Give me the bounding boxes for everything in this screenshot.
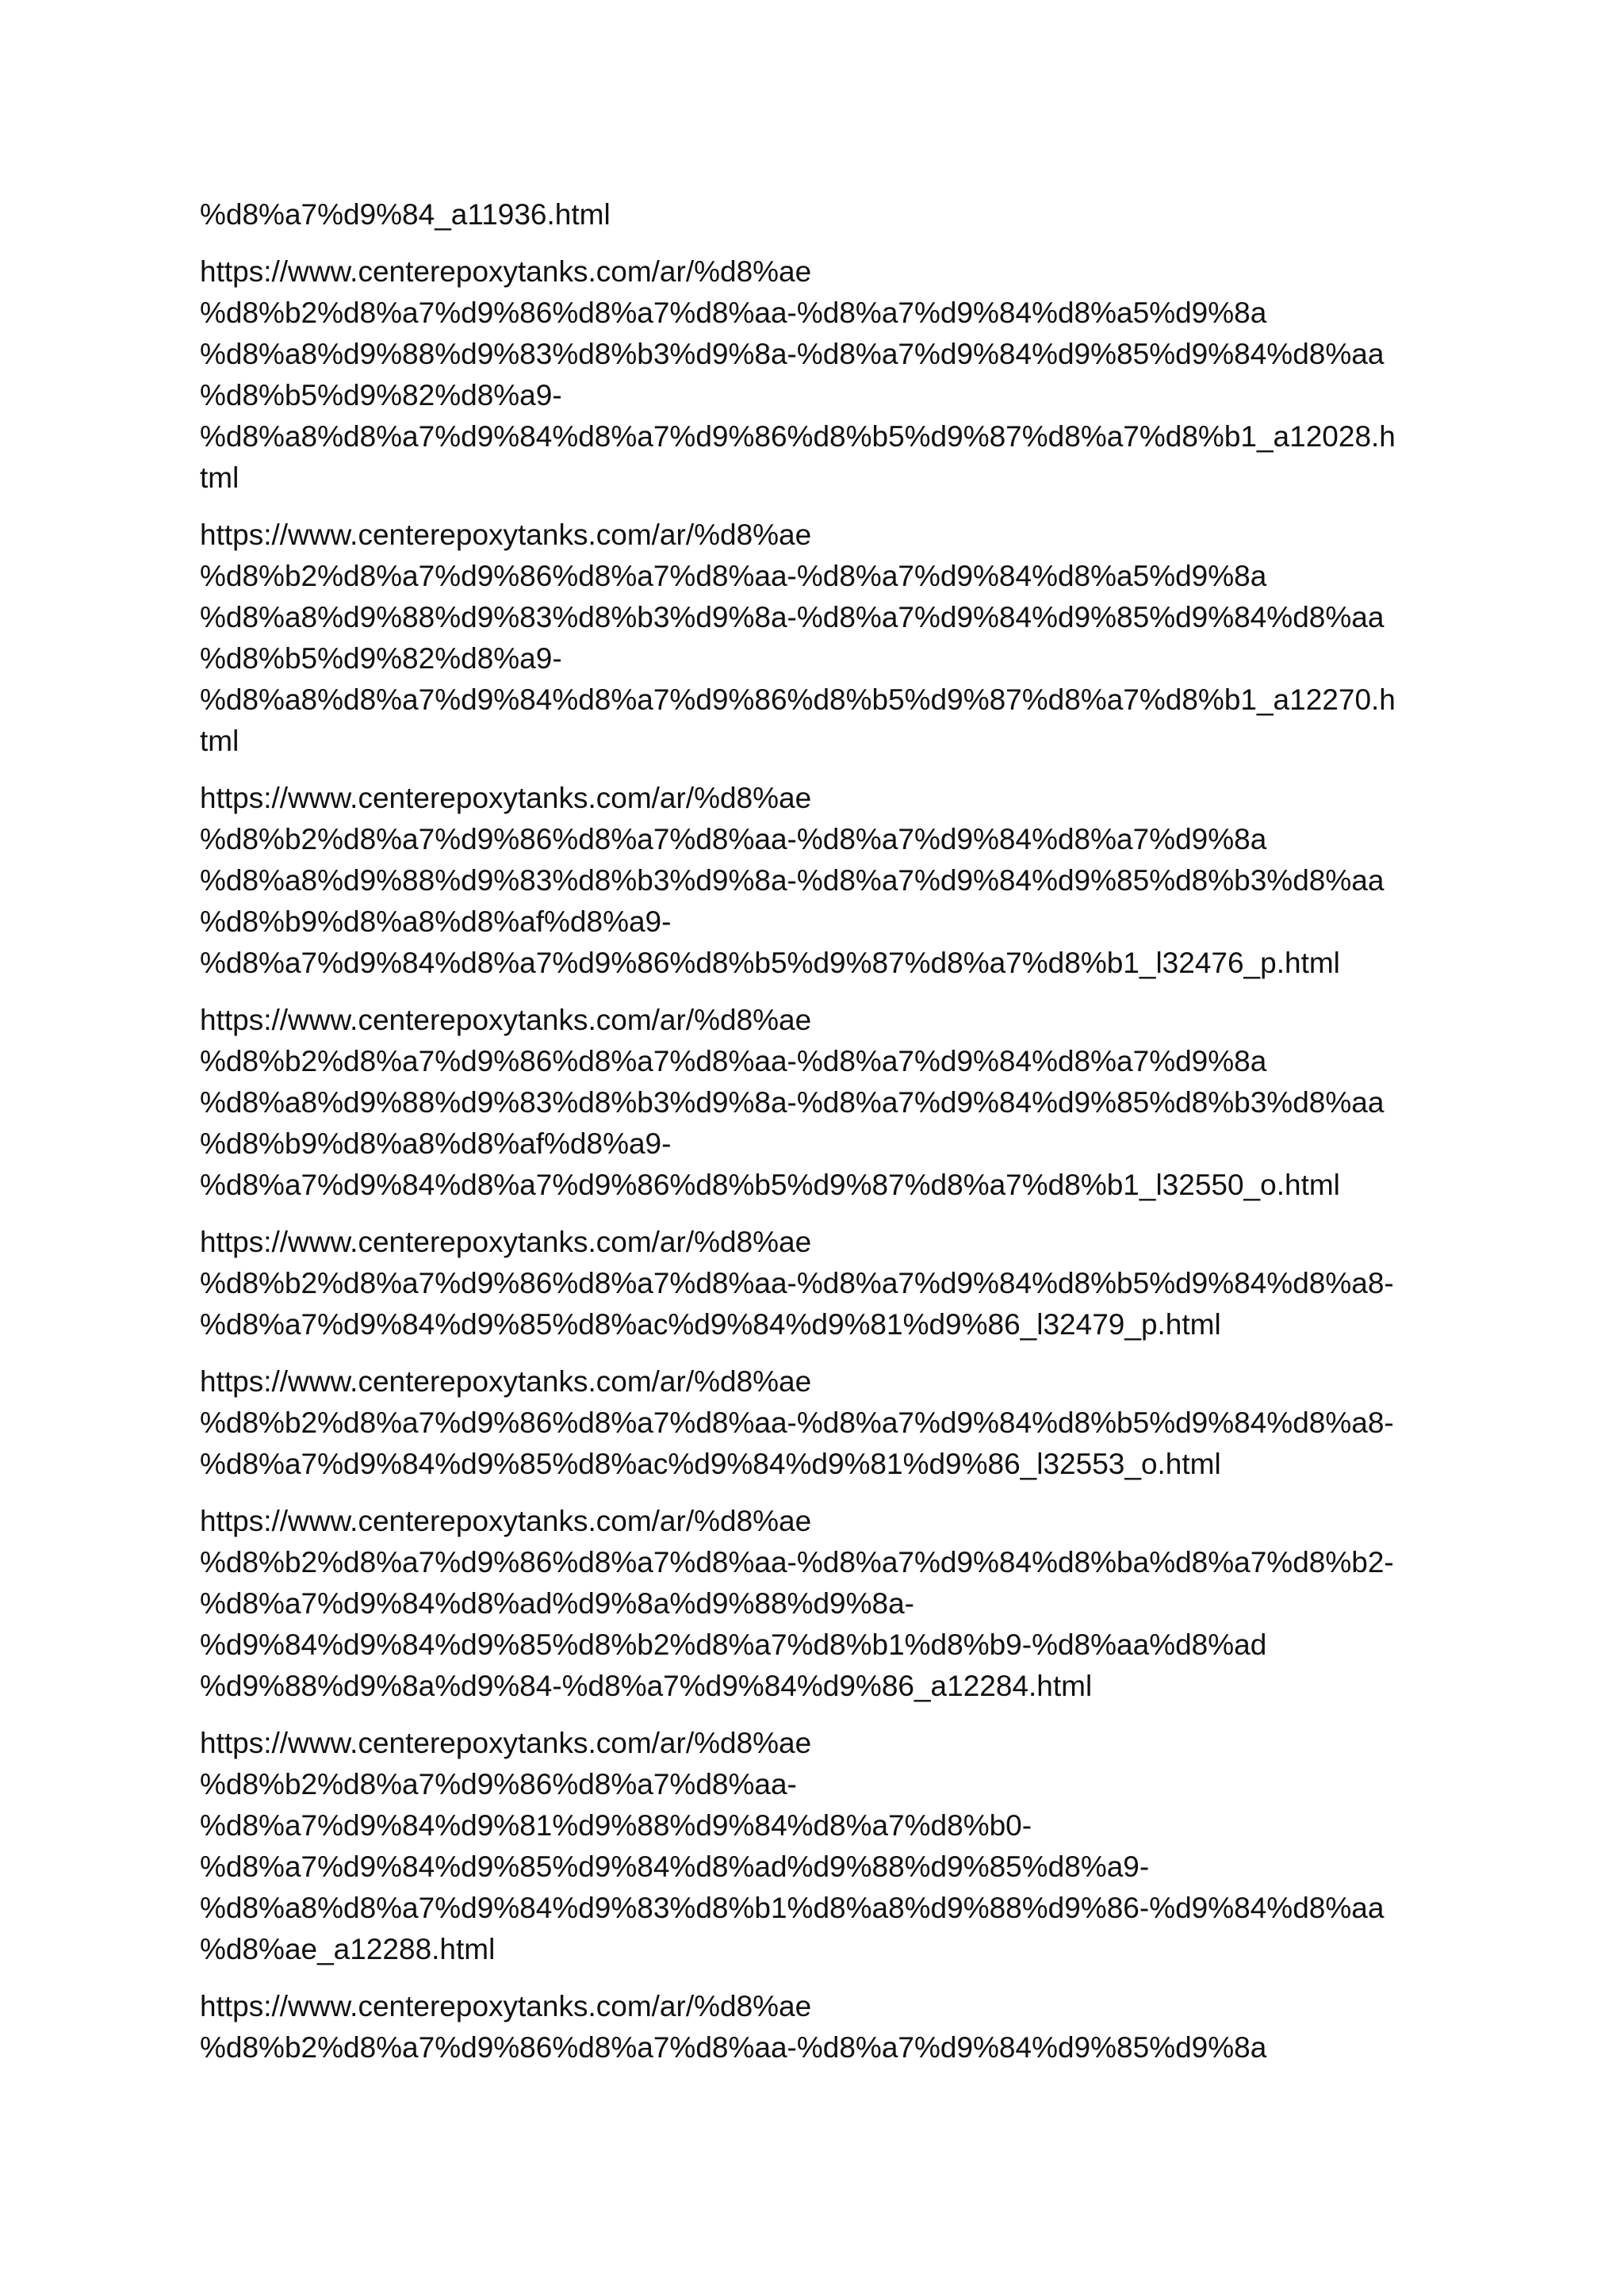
url-entry <box>200 778 1484 984</box>
url-text-line: https://www.centerepoxytanks.com/ar/%d8%ae <box>200 1990 812 2022</box>
url-text-line: %d8%a8%d8%a7%d9%84%d8%a7%d9%86%d8%b5%d9%87%d8%a7%d8%b1_a12270.h <box>200 683 1396 716</box>
url-text-line: tml <box>200 461 239 494</box>
url-text-line: %d8%b2%d8%a7%d9%86%d8%a7%d8%aa-%d8%a7%d9%84%d8%a7%d9%8a <box>200 1045 1267 1077</box>
url-entry <box>200 1361 1484 1485</box>
url-text-line: %d8%b9%d8%a8%d8%af%d8%a9- <box>200 1127 672 1160</box>
url-text-line: %d8%ae_a12288.html <box>200 1933 496 1965</box>
url-entry <box>200 1501 1484 1707</box>
url-text-line: %d8%b2%d8%a7%d9%86%d8%a7%d8%aa-%d8%a7%d9%84%d8%b5%d9%84%d8%a8- <box>200 1267 1394 1299</box>
url-text-line: %d8%a8%d8%a7%d9%84%d9%83%d8%b1%d8%a8%d9%88%d9%86-%d9%84%d8%aa <box>200 1892 1385 1924</box>
url-text-line: %d8%b5%d9%82%d8%a9- <box>200 379 562 411</box>
url-text-line: %d8%a7%d9%84%d9%85%d9%84%d8%ad%d9%88%d9%85%d8%a9- <box>200 1850 1150 1883</box>
url-text-line: %d8%b9%d8%a8%d8%af%d8%a9- <box>200 905 672 938</box>
url-text-line: %d8%a7%d9%84%d8%ad%d9%8a%d9%88%d9%8a- <box>200 1587 914 1620</box>
url-text-line: %d8%b2%d8%a7%d9%86%d8%a7%d8%aa-%d8%a7%d9%84%d8%a5%d9%8a <box>200 560 1267 592</box>
url-list <box>200 194 1484 2084</box>
url-text-line: %d9%88%d9%8a%d9%84-%d8%a7%d9%84%d9%86_a12284.html <box>200 1670 1093 1702</box>
url-text-line: %d8%b2%d8%a7%d9%86%d8%a7%d8%aa-%d8%a7%d9%84%d8%b5%d9%84%d8%a8- <box>200 1406 1394 1439</box>
url-text-line: %d8%a7%d9%84_a11936.html <box>200 198 611 231</box>
url-entry <box>200 1222 1484 1345</box>
url-text-line: %d8%a7%d9%84%d8%a7%d9%86%d8%b5%d9%87%d8%a7%d8%b1_l32550_o.html <box>200 1169 1340 1201</box>
url-text-line: %d8%b2%d8%a7%d9%86%d8%a7%d8%aa-%d8%a7%d9%84%d8%a5%d9%8a <box>200 297 1267 329</box>
url-entry <box>200 1000 1484 1206</box>
url-text-line: %d8%a7%d9%84%d9%85%d8%ac%d9%84%d9%81%d9%86_l32479_p.html <box>200 1308 1221 1341</box>
url-text-line: %d8%b5%d9%82%d8%a9- <box>200 642 562 675</box>
url-entry <box>200 515 1484 762</box>
url-text-line: %d8%b2%d8%a7%d9%86%d8%a7%d8%aa- <box>200 1768 797 1800</box>
url-text-line: %d8%b2%d8%a7%d9%86%d8%a7%d8%aa-%d8%a7%d9%84%d9%85%d9%8a <box>200 2031 1267 2064</box>
url-text-line: %d8%a8%d9%88%d9%83%d8%b3%d9%8a-%d8%a7%d9%84%d9%85%d8%b3%d8%aa <box>200 864 1385 897</box>
url-text-line: %d8%a7%d9%84%d8%a7%d9%86%d8%b5%d9%87%d8%a7%d8%b1_l32476_p.html <box>200 947 1340 979</box>
url-entry <box>200 1986 1484 2068</box>
url-text-line: %d9%84%d9%84%d9%85%d8%b2%d8%a7%d8%b1%d8%b9-%d8%aa%d8%ad <box>200 1628 1267 1661</box>
url-text-line: %d8%a7%d9%84%d9%81%d9%88%d9%84%d8%a7%d8%b0- <box>200 1809 1032 1842</box>
url-text-line: tml <box>200 725 239 757</box>
url-text-line: https://www.centerepoxytanks.com/ar/%d8%ae <box>200 1365 812 1398</box>
url-entry <box>200 251 1484 499</box>
url-text-line: https://www.centerepoxytanks.com/ar/%d8%ae <box>200 519 812 551</box>
url-text-line: %d8%a8%d9%88%d9%83%d8%b3%d9%8a-%d8%a7%d9%84%d9%85%d9%84%d8%aa <box>200 601 1385 633</box>
url-text-line: %d8%b2%d8%a7%d9%86%d8%a7%d8%aa-%d8%a7%d9%84%d8%ba%d8%a7%d8%b2- <box>200 1546 1394 1578</box>
url-text-line: %d8%a8%d9%88%d9%83%d8%b3%d9%8a-%d8%a7%d9%84%d9%85%d8%b3%d8%aa <box>200 1086 1385 1119</box>
url-text-line: %d8%a8%d9%88%d9%83%d8%b3%d9%8a-%d8%a7%d9%84%d9%85%d9%84%d8%aa <box>200 338 1385 370</box>
url-text-line: https://www.centerepoxytanks.com/ar/%d8%ae <box>200 1505 812 1537</box>
url-text-line: https://www.centerepoxytanks.com/ar/%d8%ae <box>200 255 812 288</box>
url-entry <box>200 1723 1484 1970</box>
url-text-line: https://www.centerepoxytanks.com/ar/%d8%ae <box>200 1727 812 1759</box>
url-entry <box>200 194 1484 235</box>
url-text-line: %d8%a7%d9%84%d9%85%d8%ac%d9%84%d9%81%d9%86_l32553_o.html <box>200 1448 1221 1480</box>
url-text-line: https://www.centerepoxytanks.com/ar/%d8%ae <box>200 1004 812 1036</box>
url-text-line: %d8%b2%d8%a7%d9%86%d8%a7%d8%aa-%d8%a7%d9%84%d8%a7%d9%8a <box>200 823 1267 855</box>
url-text-line: %d8%a8%d8%a7%d9%84%d8%a7%d9%86%d8%b5%d9%87%d8%a7%d8%b1_a12028.h <box>200 420 1396 453</box>
url-text-line: https://www.centerepoxytanks.com/ar/%d8%ae <box>200 782 812 814</box>
url-text-line: https://www.centerepoxytanks.com/ar/%d8%ae <box>200 1226 812 1258</box>
